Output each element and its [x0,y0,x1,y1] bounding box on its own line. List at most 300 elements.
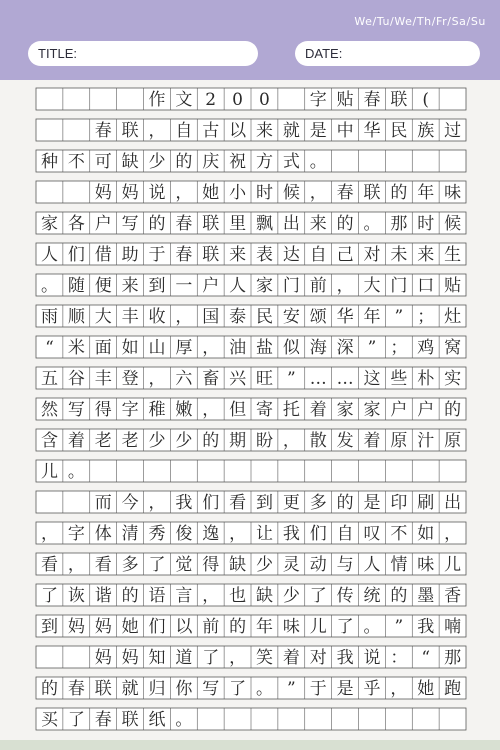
grid-character: 逸 [202,524,220,544]
grid-character: 道 [175,648,193,668]
grid-character: ” [394,307,404,327]
grid-character: 而 [94,493,112,513]
date-label: DATE: [305,46,343,61]
grid-character: 她 [417,679,435,699]
grid-character: ” [286,679,296,699]
grid-character: 华 [363,121,381,141]
grid-character: 的 [148,214,166,234]
grid-character: 的 [40,679,58,699]
grid-character: 着 [282,648,300,668]
grid-character: 助 [121,245,139,265]
grid-character: ” [394,617,404,637]
grid-character: 作 [148,90,166,110]
grid-character: 但 [229,400,247,420]
writing-grid-paper [0,80,500,750]
grid-character: 嫩 [175,400,193,420]
grid-character: 春 [363,90,381,110]
grid-character: 0 [232,90,243,110]
grid-character: 己 [336,245,354,265]
grid-character: 如 [417,524,435,544]
grid-character: 你 [175,679,193,699]
grid-character: 跑 [444,679,462,699]
grid-character: 表 [255,245,273,265]
grid-row [36,274,466,296]
grid-character: 种 [40,152,58,172]
grid-row [36,553,466,575]
grid-character: 老 [94,431,112,451]
grid-character: 着 [363,431,381,451]
grid-character: 前 [202,617,220,637]
grid-character: 妈 [121,183,139,203]
grid-character: 缺 [255,586,273,606]
grid-character: 收 [148,307,166,327]
grid-character: ” [367,338,377,358]
grid-character: 也 [229,586,247,606]
grid-character: 妈 [94,617,112,637]
grid-character: 寄 [255,400,273,420]
grid-character: 那 [390,214,408,234]
grid-character: 海 [309,338,327,358]
grid-character: 联 [121,710,139,730]
grid-character: 就 [121,679,139,699]
grid-character: 兴 [229,369,247,389]
grid-character: 看 [229,493,247,513]
writing-grid [0,80,500,750]
grid-character: 自 [309,245,327,265]
grid-character: 归 [148,679,166,699]
grid-character: 随 [67,276,85,296]
grid-character: 来 [229,245,247,265]
grid-character: 面 [94,338,112,358]
grid-character: 春 [175,214,193,234]
grid-character: 少 [148,152,166,172]
grid-character: 传 [336,586,354,606]
grid-character: 户 [390,400,408,420]
grid-character: 鸡 [417,338,435,358]
grid-character: 自 [175,121,193,141]
grid-character: 灵 [282,555,300,575]
grid-character: 联 [94,679,112,699]
grid-character: 未 [390,245,408,265]
grid-character: 丰 [121,307,139,327]
grid-character: 贴 [444,276,462,296]
grid-character: 们 [202,493,220,513]
grid-row [36,243,466,265]
grid-character: ， [175,183,193,203]
grid-character: 如 [121,338,139,358]
grid-character: 的 [121,586,139,606]
grid-character: ； [390,338,408,358]
grid-character: 朴 [417,369,435,389]
grid-character: ， [148,121,166,141]
grid-row [36,491,466,513]
grid-character: 儿 [309,617,327,637]
grid-character: … [336,369,354,389]
grid-character: ， [390,679,408,699]
grid-character: 言 [175,586,193,606]
grid-character: 小 [229,183,247,203]
grid-character: 托 [282,400,300,420]
grid-character: 了 [336,617,354,637]
grid-character: 出 [282,214,300,234]
grid-character: 家 [40,214,58,234]
grid-character: 。 [40,276,58,296]
grid-row [36,212,466,234]
grid-character: 飘 [255,214,273,234]
grid-character: 窝 [444,338,462,358]
grid-character: 写 [121,214,139,234]
grid-character: 清 [121,524,139,544]
grid-character: 来 [417,245,435,265]
grid-character: 少 [255,555,273,575]
grid-character: ， [67,555,85,575]
grid-character: 儿 [40,462,58,482]
grid-character: 候 [444,214,462,234]
grid-character: 得 [94,400,112,420]
grid-character: ， [202,586,220,606]
grid-character: 各 [67,214,85,234]
grid-character: ， [444,524,462,544]
grid-character: 觉 [175,555,193,575]
grid-character: 俊 [175,524,193,544]
grid-character: 纸 [148,710,166,730]
grid-character: 年 [363,307,381,327]
grid-character: 五 [40,369,58,389]
grid-row [36,181,466,203]
grid-character: ， [202,338,220,358]
grid-character: 古 [202,121,220,141]
grid-character: 时 [417,214,435,234]
title-label: TITLE: [38,46,78,61]
grid-character: 了 [309,586,327,606]
grid-character: 出 [444,493,462,513]
grid-character: 喃 [444,617,462,637]
grid-character: 前 [309,276,327,296]
grid-character: 看 [40,555,58,575]
grid-character: 我 [175,493,193,513]
title-field[interactable] [28,41,258,66]
grid-character: 妈 [67,617,85,637]
grid-character: 是 [336,679,354,699]
grid-character: 买 [40,710,58,730]
grid-character: 家 [363,400,381,420]
grid-row [36,367,466,389]
grid-character: 盼 [255,431,273,451]
grid-character: 着 [67,431,85,451]
grid-character: 丰 [94,369,112,389]
grid-character: 门 [282,276,300,296]
grid-character: 她 [202,183,220,203]
grid-character: 。 [67,462,85,482]
grid-character: 着 [309,400,327,420]
grid-character: 山 [148,338,166,358]
grid-row [36,615,466,637]
grid-character: 大 [363,276,381,296]
bottom-edge [0,740,500,750]
grid-character: 秀 [148,524,166,544]
grid-character: 们 [148,617,166,637]
grid-character: ( [422,90,430,110]
grid-character: 味 [282,617,300,637]
grid-character: 2 [205,90,217,110]
grid-character: ， [229,524,247,544]
grid-character: 似 [282,338,300,358]
grid-character: 了 [67,710,85,730]
grid-row [36,150,466,172]
grid-character: 于 [148,245,166,265]
grid-row [36,398,466,420]
grid-character: ， [229,648,247,668]
grid-character: 那 [444,648,462,668]
grid-character: 字 [309,90,327,110]
grid-character: 人 [363,555,381,575]
grid-character: 的 [336,214,354,234]
grid-character: 不 [67,152,85,172]
grid-character: 这 [363,369,381,389]
grid-character: 自 [336,524,354,544]
grid-character: 她 [121,617,139,637]
grid-character: ” [286,369,296,389]
grid-row [36,708,466,730]
grid-character: 稚 [148,400,166,420]
grid-row [36,460,466,482]
grid-character: 期 [229,431,247,451]
grid-character: 我 [417,617,435,637]
grid-character: 汁 [417,431,435,451]
grid-character: 少 [175,431,193,451]
grid-row [36,584,466,606]
grid-character: 味 [444,183,462,203]
grid-character: 门 [390,276,408,296]
grid-character: 实 [444,369,462,389]
grid-character: 说 [148,183,166,203]
grid-character: 以 [229,121,247,141]
grid-character: 便 [94,276,112,296]
grid-character: 散 [309,431,327,451]
grid-character: 六 [175,369,193,389]
grid-character: 香 [444,586,462,606]
grid-character: 中 [336,121,354,141]
grid-character: 年 [417,183,435,203]
grid-character: 们 [309,524,327,544]
grid-character: 原 [444,431,462,451]
grid-character: 印 [390,493,408,513]
grid-character: 刷 [417,493,435,513]
grid-row [36,677,466,699]
grid-character: 缺 [121,152,139,172]
grid-character: 厚 [175,338,193,358]
grid-character: 到 [255,493,273,513]
grid-character: 笑 [255,648,273,668]
grid-character: 的 [202,431,220,451]
grid-character: 了 [148,555,166,575]
grid-character: 深 [336,338,354,358]
grid-character: 的 [175,152,193,172]
grid-character: 味 [417,555,435,575]
grid-character: ， [148,369,166,389]
grid-character: 的 [444,400,462,420]
grid-character: 叹 [363,524,381,544]
grid-character: 盐 [255,338,273,358]
grid-character: 谐 [94,586,112,606]
grid-character: 。 [255,679,273,699]
grid-character: ， [309,183,327,203]
grid-character: 不 [390,524,408,544]
grid-character: 妈 [94,183,112,203]
grid-character: 颂 [309,307,327,327]
grid-row [36,119,466,141]
grid-character: 。 [363,617,381,637]
grid-character: 安 [282,307,300,327]
grid-character: 候 [282,183,300,203]
grid-character: 里 [229,214,247,234]
grid-character: 联 [390,90,408,110]
grid-character: 春 [94,710,112,730]
grid-character: 户 [94,214,112,234]
grid-character: 联 [202,214,220,234]
grid-character: 与 [336,555,354,575]
grid-character: 妈 [121,648,139,668]
grid-character: 畜 [202,369,220,389]
grid-character: 雨 [40,307,58,327]
grid-character: 的 [390,586,408,606]
grid-character: 春 [336,183,354,203]
grid-character: 写 [202,679,220,699]
grid-character: 祝 [229,152,247,172]
grid-character: 时 [255,183,273,203]
grid-character: 春 [175,245,193,265]
grid-character: … [309,369,327,389]
grid-character: 的 [390,183,408,203]
grid-character: 是 [309,121,327,141]
grid-character: 乎 [363,679,381,699]
grid-character: ， [336,276,354,296]
grid-character: 过 [444,121,462,141]
grid-character: 民 [255,307,273,327]
grid-character: 妈 [94,648,112,668]
grid-character: 来 [309,214,327,234]
grid-character: 一 [175,276,193,296]
grid-character: 方 [255,152,273,172]
grid-character: 们 [67,245,85,265]
grid-character: “ [421,648,431,668]
grid-character: 。 [175,710,193,730]
grid-character: 知 [148,648,166,668]
grid-character: 米 [67,338,85,358]
grid-character: 了 [202,648,220,668]
grid-character: 写 [67,400,85,420]
grid-character: 国 [202,307,220,327]
grid-character: ， [40,524,58,544]
grid-character: 登 [121,369,139,389]
grid-character: 的 [336,493,354,513]
grid-character: 诙 [67,586,85,606]
grid-character: 字 [121,400,139,420]
grid-character: 对 [363,245,381,265]
grid-character: 油 [229,338,247,358]
grid-character: 然 [40,400,58,420]
grid-character: “ [45,338,54,358]
grid-character: 是 [363,493,381,513]
grid-row [36,522,466,544]
date-field[interactable] [295,41,480,66]
grid-character: 得 [202,555,220,575]
grid-character: 春 [94,121,112,141]
grid-character: 些 [390,369,408,389]
grid-character: 我 [282,524,300,544]
grid-character: 借 [94,245,112,265]
grid-row [36,336,466,358]
grid-character: 了 [229,679,247,699]
grid-character: 让 [255,524,273,544]
grid-character: 缺 [229,555,247,575]
grid-character: 。 [309,152,327,172]
grid-character: ， [148,493,166,513]
grid-character: 大 [94,307,112,327]
grid-character: 少 [148,431,166,451]
grid-character: ； [417,307,435,327]
grid-character: 墨 [417,586,435,606]
grid-character: 少 [282,586,300,606]
grid-row [36,429,466,451]
grid-character: 联 [202,245,220,265]
grid-character: 人 [40,245,58,265]
grid-character: 于 [309,679,327,699]
grid-character: ， [175,307,193,327]
page-header [0,0,500,80]
grid-character: 说 [363,648,381,668]
grid-character: 的 [229,617,247,637]
grid-character: 老 [121,431,139,451]
grid-character: 看 [94,555,112,575]
grid-character: 儿 [444,555,462,575]
grid-character: 对 [309,648,327,668]
grid-character: ： [390,648,408,668]
grid-character: 我 [336,648,354,668]
grid-character: 旺 [255,369,273,389]
grid-character: 人 [229,276,247,296]
grid-character: 年 [255,617,273,637]
grid-row [36,88,466,110]
grid-character: 统 [363,586,381,606]
grid-character: 顺 [67,307,85,327]
grid-character: 原 [390,431,408,451]
grid-character: ， [282,431,300,451]
grid-character: 家 [336,400,354,420]
grid-character: 来 [255,121,273,141]
grid-character: 字 [67,524,85,544]
grid-character: 情 [390,555,408,575]
grid-character: 谷 [67,369,85,389]
grid-character: 更 [282,493,300,513]
grid-character: 户 [417,400,435,420]
grid-character: 文 [175,90,193,110]
grid-character: 口 [417,276,435,296]
grid-character: 春 [67,679,85,699]
grid-row [36,305,466,327]
grid-character: 了 [40,586,58,606]
grid-character: 可 [94,152,112,172]
grid-character: 来 [121,276,139,296]
grid-character: 户 [202,276,220,296]
grid-character: 泰 [229,307,247,327]
grid-character: ， [202,400,220,420]
grid-character: 多 [121,555,139,575]
grid-character: 到 [40,617,58,637]
grid-character: 贴 [336,90,354,110]
grid-character: 发 [336,431,354,451]
grid-character: 今 [121,493,139,513]
